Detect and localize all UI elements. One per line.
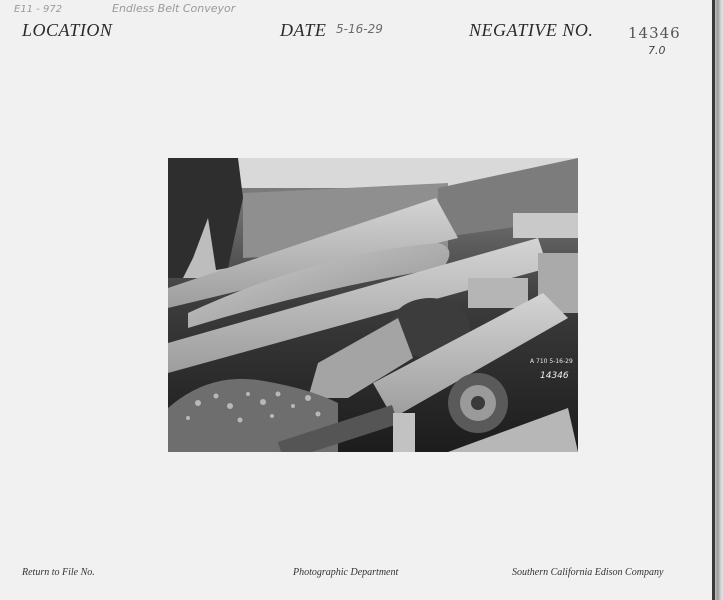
negative-number: 14346 bbox=[628, 24, 681, 42]
footer-company: Southern California Edison Company bbox=[512, 567, 664, 578]
footer-return-to-file: Return to File No. bbox=[22, 567, 95, 578]
handwritten-caption: Endless Belt Conveyor bbox=[112, 2, 236, 15]
photo-overlay-negative: 14346 bbox=[540, 371, 569, 381]
location-label: LOCATION bbox=[22, 20, 113, 40]
photo-overlay-date: A 710 5-16-29 bbox=[530, 358, 573, 365]
date-label: DATE bbox=[280, 20, 327, 40]
footer-department: Photographic Department bbox=[293, 567, 399, 578]
conveyor-photograph bbox=[168, 158, 578, 452]
top-scribble: E11 - 972 bbox=[14, 4, 63, 15]
scan-edge bbox=[712, 0, 723, 600]
negative-sub-value: 7.0 bbox=[648, 44, 666, 57]
date-value: 5-16-29 bbox=[336, 22, 383, 36]
photo-illustration bbox=[168, 158, 578, 452]
negative-number-label: NEGATIVE NO. bbox=[469, 20, 594, 40]
